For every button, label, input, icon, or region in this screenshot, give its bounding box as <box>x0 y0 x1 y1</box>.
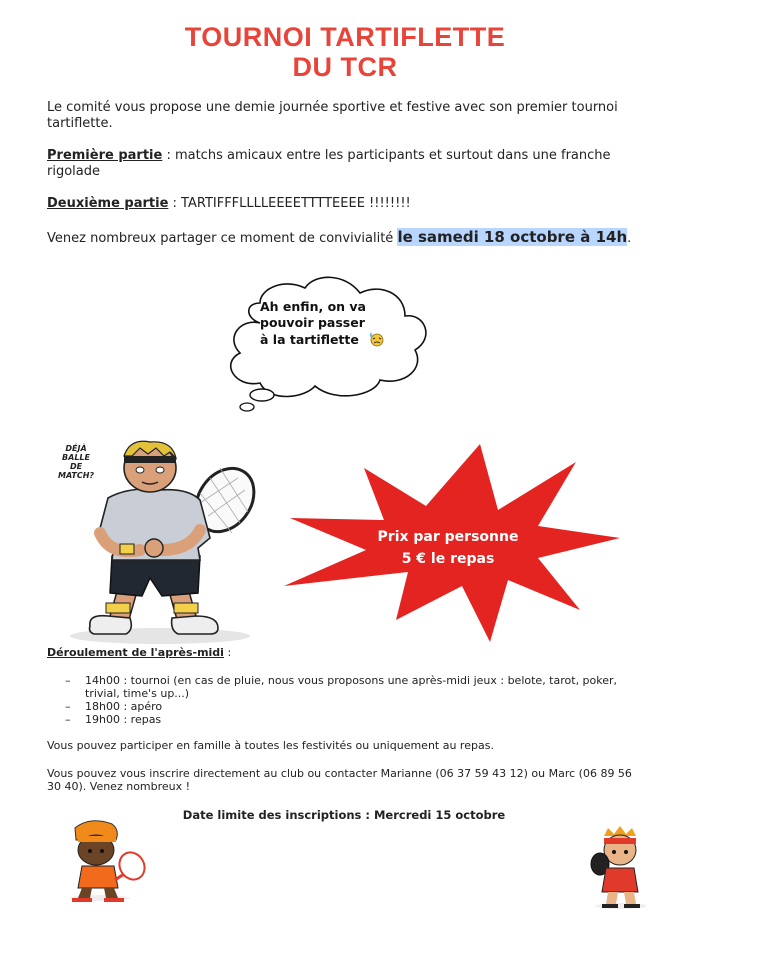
cartoon-caption-line-2: BALLE <box>62 453 90 462</box>
kid-tennis-player-left <box>60 818 150 903</box>
bubble-line-1: Ah enfin, on va <box>260 299 366 314</box>
price-text <box>368 526 528 570</box>
part2-text: : TARTIFFFLLLLEEEETTTTEEEE !!!!!!!! <box>168 196 411 211</box>
part1-paragraph <box>47 148 647 180</box>
price-line-2: 5 € le repas <box>401 551 495 567</box>
cartoon-caption-line-3: DE <box>69 462 83 471</box>
contact-paragraph: Vous pouvez vous inscrire directement au club ou contacter Marianne (06 37 59 43 12) ou Marc (06 89 56 30 40). Venez nombreux ! <box>47 767 632 793</box>
schedule-label-suffix: : <box>223 646 232 659</box>
cartoon-caption-line-4: MATCH? <box>58 471 95 480</box>
schedule-label: Déroulement de l'après-midi <box>47 646 224 659</box>
part1-label: Première partie <box>47 148 163 163</box>
price-line-1: Prix par personne <box>377 529 519 545</box>
sweating-face-icon <box>367 331 387 347</box>
invite-end: . <box>627 231 632 246</box>
bubble-text <box>260 299 387 348</box>
family-paragraph: Vous pouvez participer en famille à toutes les festivités ou uniquement au repas. <box>47 739 494 752</box>
schedule-item: – 14h00 : tournoi (en cas de pluie, nous vous proposons une après-midi jeux : belote, tarot, poker, trivial, time's up...) <box>47 674 647 700</box>
deadline-text: Date limite des inscriptions : Mercredi 15 octobre <box>182 808 506 822</box>
intro-paragraph: Le comité vous propose une demie journée sportive et festive avec son premier tournoi tartiflette. <box>47 100 618 131</box>
schedule-item: – 19h00 : repas <box>47 713 647 726</box>
cartoon-caption-line-1: DÉJÀ <box>65 444 87 453</box>
part1-text: : matchs amicaux entre les participants et surtout dans une franche rigolade <box>47 148 611 179</box>
invite-paragraph <box>47 229 687 247</box>
title-line-1: TOURNOI TARTIFLETTE <box>184 22 506 52</box>
schedule-item: – 18h00 : apéro <box>47 700 647 713</box>
title-line-2: DU TCR <box>292 52 398 82</box>
page-title <box>0 22 690 82</box>
kid-tennis-player-right <box>586 826 656 911</box>
bubble-line-2: pouvoir passer <box>260 315 365 330</box>
part2-label: Deuxième partie <box>47 196 169 211</box>
schedule-heading <box>47 646 647 659</box>
cartoon-caption <box>58 444 94 480</box>
bubble-line-3: à la tartiflette <box>260 331 387 348</box>
part2-paragraph <box>47 196 647 212</box>
invite-date-highlight: le samedi 18 octobre à 14h <box>397 228 628 246</box>
invite-text: Venez nombreux partager ce moment de convivialité <box>47 231 398 246</box>
schedule-list <box>47 674 647 726</box>
